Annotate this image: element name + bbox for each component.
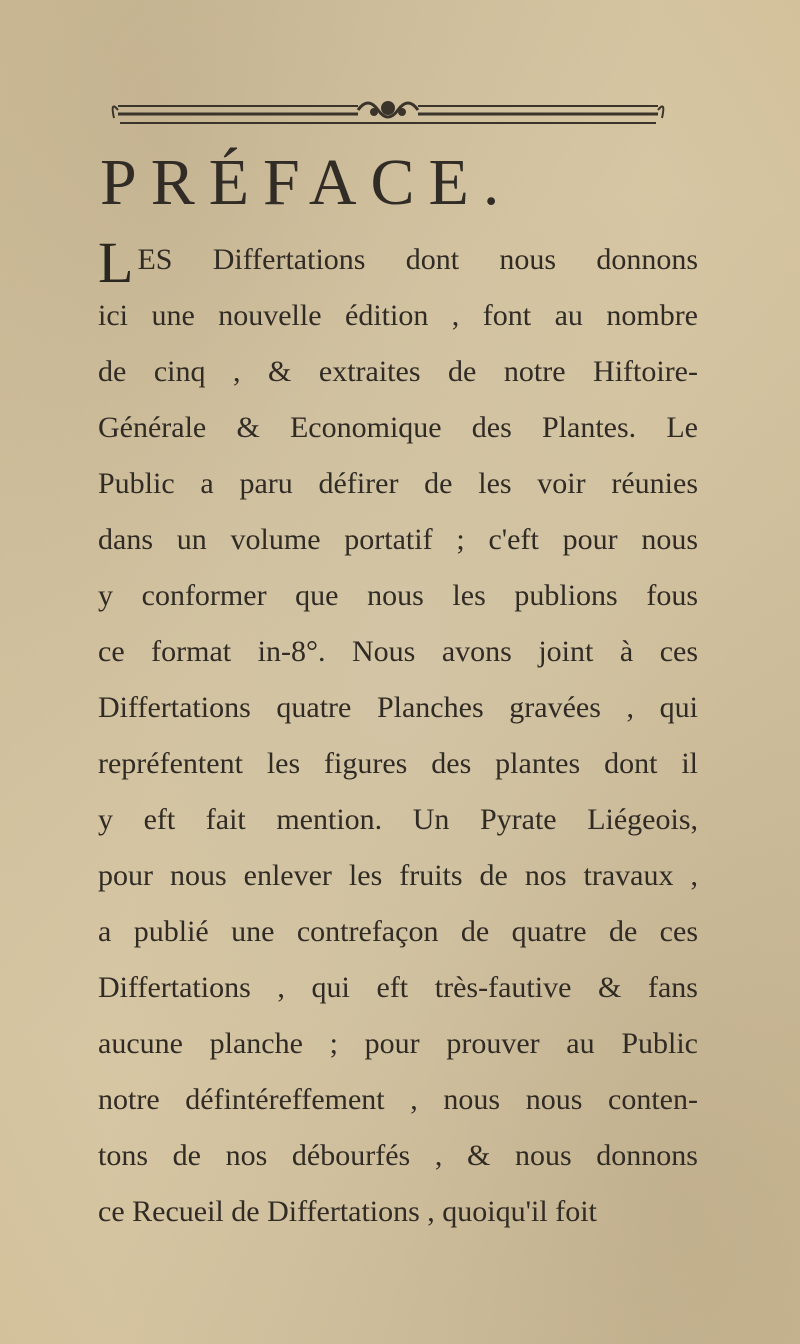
text-line: y eft fait mention. Un Pyrate Liégeois, <box>98 803 698 836</box>
text-line: tons de nos débourfés , & nous donnons <box>98 1139 698 1172</box>
text-line: Differtations , qui eft très-fautive & fans <box>98 971 698 1004</box>
body-text <box>98 232 698 1240</box>
text-line: ici une nouvelle édition , font au nombre <box>98 299 698 332</box>
text-line: aucune planche ; pour prouver au Public <box>98 1027 698 1060</box>
text-line-1-rest: ES Differtations dont nous donnons <box>137 243 698 276</box>
text-line: Générale & Economique des Plantes. Le <box>98 411 698 444</box>
text-line: repréfentent les figures des plantes dont il <box>98 747 698 780</box>
text-line: pour nous enlever les fruits de nos travaux , <box>98 859 698 892</box>
page-title: PRÉFACE. <box>100 146 514 219</box>
text-line: ce Recueil de Differtations , quoiqu'il foit <box>98 1195 597 1228</box>
text-line: Differtations quatre Planches gravées , qui <box>98 691 698 724</box>
text-line: Public a paru défirer de les voir réunies <box>98 467 698 500</box>
headpiece-ornament <box>108 92 668 132</box>
text-line: notre défintéreffement , nous nous conten- <box>98 1083 698 1116</box>
text-line: y conformer que nous les publions fous <box>98 579 698 612</box>
text-line: ce format in-8°. Nous avons joint à ces <box>98 635 698 668</box>
text-line: a publié une contrefaçon de quatre de ces <box>98 915 698 948</box>
text-line-1 <box>98 230 698 295</box>
drop-cap: L <box>98 230 134 295</box>
text-line: dans un volume portatif ; c'eft pour nous <box>98 523 698 556</box>
text-line: de cinq , & extraites de notre Hiftoire- <box>98 355 698 388</box>
